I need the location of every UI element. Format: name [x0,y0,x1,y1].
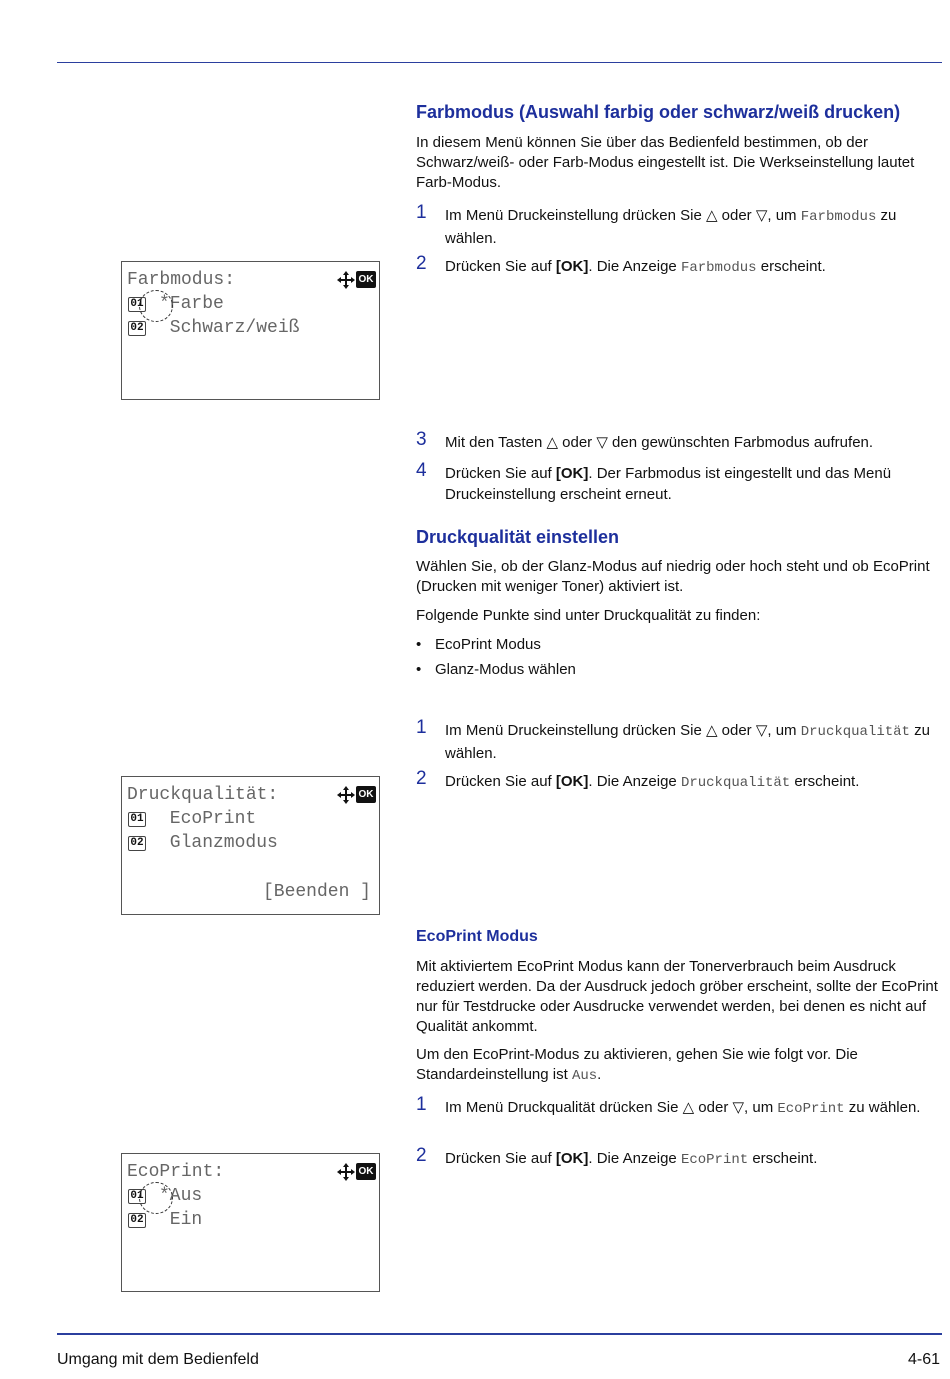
lcd-option: Schwarz/weiß [159,318,300,338]
step-text: Im Menü Druckeinstellung drücken Sie △ oder ▽, um [445,722,801,739]
step-number: 1 [416,1094,427,1115]
lcd-option: Ein [159,1210,203,1230]
number-key-icon: 01 [128,812,146,827]
lcd-display-farbmodus [121,261,380,400]
number-key-icon: 02 [128,321,146,336]
lcd-display-druckqualitaet [121,776,380,915]
step-text: Drücken Sie auf [445,258,556,275]
paragraph-intro: Mit aktiviertem EcoPrint Modus kann der Tonerverbrauch beim Ausdruck reduziert werden. Da der Ausdruck jedoch gröber erscheint, sollte der EcoPrint nur für Testdrucke oder Ausdrucke verwendet werden, bei denen es nicht auf Qualität ankommt. [416,958,938,1035]
ok-icon: OK [356,786,376,803]
step-number: 1 [416,202,427,223]
lcd-title: Farbmodus: [127,270,236,290]
step-text: . Die Anzeige [588,773,681,790]
ok-key-text: [OK] [555,1150,589,1167]
step-text: Im Menü Druckqualität drücken Sie △ oder ▽, um [445,1099,778,1116]
code-text: EcoPrint [680,1152,749,1168]
footer-chapter-title: Umgang mit dem Bedienfeld [57,1351,259,1368]
step-number: 4 [416,460,427,481]
step-number: 2 [416,768,427,789]
section-title-ecoprint: EcoPrint Modus [416,928,538,945]
number-key-icon: 01 [128,297,146,312]
ok-key-text: [OK] [555,773,589,790]
section-title-farbmodus: Farbmodus (Auswahl farbig oder schwarz/weiß drucken) [416,102,901,122]
paragraph-text: Um den EcoPrint-Modus zu aktivieren, gehen Sie wie folgt vor. Die Standardeinstellung ist [416,1046,858,1083]
number-key-icon: 02 [128,836,146,851]
list-item-text: Glanz-Modus wählen [435,661,576,678]
lcd-option: *Farbe [159,294,224,314]
step-number: 2 [416,1145,427,1166]
page-number: 4-61 [907,1351,940,1368]
header-rule [57,62,942,63]
navigation-arrows-icon [337,786,355,804]
step-number: 1 [416,717,427,738]
navigation-arrows-icon [337,271,355,289]
paragraph-intro [416,1045,941,1086]
code-text: Druckqualität [800,724,910,740]
code-text: EcoPrint [777,1101,845,1117]
code-text: Farbmodus [800,209,877,225]
step-text: Mit den Tasten △ oder ▽ den gewünschten Farbmodus aufrufen. [445,434,874,451]
number-key-icon: 02 [128,1213,146,1228]
navigation-arrows-icon [337,1163,355,1181]
step-text: zu wählen. [445,722,930,762]
paragraph-text: . [597,1066,602,1083]
ok-icon: OK [356,1163,376,1180]
step-text: . Die Anzeige [588,1150,681,1167]
lcd-option: Glanzmodus [159,833,278,853]
lcd-exit-option: [Beenden ] [262,882,371,902]
ok-key-text: [OK] [555,258,589,275]
step-text: Drücken Sie auf [445,773,556,790]
step-text: . Der Farbmodus ist eingestellt und das Menü Druckeinstellung erscheint erneut. [445,465,892,503]
step-number: 2 [416,253,427,274]
section-title-druckqualitaet: Druckqualität einstellen [416,527,620,547]
ok-icon: OK [356,271,376,288]
lcd-title: Druckqualität: [127,785,279,805]
code-text: Aus [571,1068,598,1084]
code-text: Farbmodus [680,260,757,276]
list-item-text: EcoPrint Modus [435,636,541,653]
lcd-option: *Aus [159,1186,203,1206]
step-text: Drücken Sie auf [445,465,556,482]
lcd-title: EcoPrint: [127,1162,225,1182]
step-text: zu wählen. [844,1099,921,1116]
code-text: Druckqualität [680,775,791,791]
step-text: Im Menü Druckeinstellung drücken Sie △ oder ▽, um [445,207,801,224]
paragraph-intro: Wählen Sie, ob der Glanz-Modus auf niedrig oder hoch steht und ob EcoPrint (Drucken mit weniger Toner) aktiviert ist. [416,558,930,595]
step-text: erscheint. [790,773,860,790]
step-text: zu wählen. [445,207,897,247]
paragraph-intro: In diesem Menü können Sie über das Bedienfeld bestimmen, ob der Schwarz/weiß- oder Farb-Modus eingestellt ist. Die Werkseinstellung lautet Farb-Modus. [416,134,915,191]
lcd-display-ecoprint [121,1153,380,1292]
lcd-option: EcoPrint [159,809,257,829]
paragraph-intro: Folgende Punkte sind unter Druckqualität zu finden: [416,607,761,624]
footer-rule [57,1333,942,1335]
step-text: erscheint. [756,258,826,275]
step-text: . Die Anzeige [588,258,681,275]
step-text: Drücken Sie auf [445,1150,556,1167]
step-number: 3 [416,429,427,450]
step-text: erscheint. [748,1150,818,1167]
ok-key-text: [OK] [555,465,589,482]
number-key-icon: 01 [128,1189,146,1204]
